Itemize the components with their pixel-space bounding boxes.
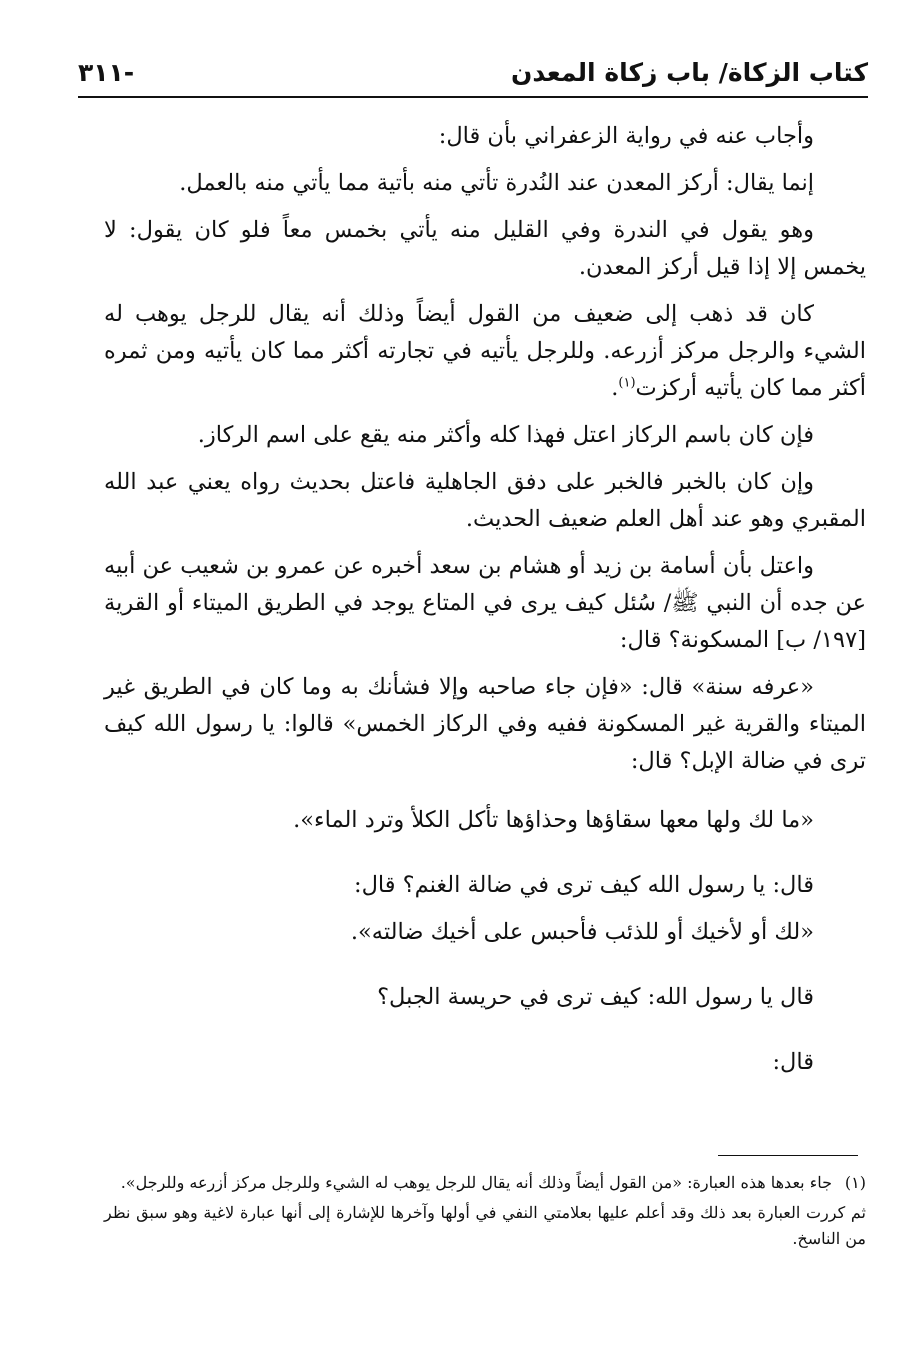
- paragraph-12: قال يا رسول الله: كيف ترى في حريسة الجبل؟: [377, 984, 814, 1010]
- spacer: [104, 961, 866, 979]
- footnote-reference: (١): [618, 375, 636, 391]
- paragraph-8: «عرفه سنة» قال: «فإن جاء صاحبه وإلا فشأنك به وما كان في الطريق غير الميتاء والقرية غير المسكونة ففيه وفي الركاز الخمس» قالوا: يا رسول الله كيف ترى في ضالة الإبل؟ قال:: [104, 674, 866, 774]
- paragraph-13: قال:: [772, 1049, 814, 1075]
- chapter-title: كتاب الزكاة/ باب زكاة المعدن: [511, 58, 868, 87]
- paragraph-11: «لك أو لأخيك أو للذئب فأحبس على أخيك ضالته».: [350, 919, 814, 945]
- paragraph-4: كان قد ذهب إلى ضعيف من القول أيضاً وذلك أنه يقال للرجل يوهب له الشيء والرجل مركز أزرعه. وللرجل يأتيه في تجارته أكثر مما كان يأتيه ومن ثمره أكثر مما كان يأتيه أركزت$^{(١)}$.: [104, 301, 866, 401]
- footnote-separator: [718, 1155, 858, 1156]
- main-text: [104, 118, 866, 1091]
- footnote-1: [104, 1170, 866, 1196]
- paragraph-3: وهو يقول في الندرة وفي القليل منه يأتي بخمس معاً فلو كان يقول: لا يخمس إلا إذا قيل أركز المعدن.: [104, 217, 866, 280]
- paragraph-1: وأجاب عنه في رواية الزعفراني بأن قال:: [438, 123, 814, 149]
- running-header: [78, 52, 868, 98]
- footnote-1-text: جاء بعدها هذه العبارة: «من القول أيضاً وذلك أنه يقال للرجل يوهب له الشيء وللرجل مركز أزرعه وللرجل».: [120, 1173, 832, 1192]
- paragraph-5: فإن كان باسم الركاز اعتل فهذا كله وأكثر منه يقع على اسم الركاز.: [197, 422, 814, 448]
- paragraph-9: «ما لك ولها معها سقاؤها وحذاؤها تأكل الكلأ وترد الماء».: [293, 807, 814, 833]
- paragraph-7: واعتل بأن أسامة بن زيد أو هشام بن سعد أخبره عن عمرو بن شعيب عن أبيه عن جده أن النبي ﷺ/ سُئل كيف يرى في المتاع يوجد في الطريق الميتاء أو القرية [١٩٧/ ب] المسكونة؟ قال:: [104, 553, 866, 653]
- header-rule: [78, 96, 868, 98]
- footnote-1-continued: ثم كررت العبارة بعد ذلك وقد أعلم عليها بعلامتي النفي في أولها وآخرها للإشارة إلى أنها عبارة لاغية وهو سبق نظر من الناسخ.: [104, 1203, 866, 1248]
- paragraph-10: قال: يا رسول الله كيف ترى في ضالة الغنم؟ قال:: [353, 872, 814, 898]
- paragraph-2: إنما يقال: أركز المعدن عند النُدرة تأتي منه بأتية مما يأتي منه بالعمل.: [179, 170, 814, 196]
- spacer: [104, 1026, 866, 1044]
- paragraph-6: وإن كان بالخبر فالخبر على دفق الجاهلية فاعتل بحديث رواه يعني عبد الله المقبري وهو عند أهل العلم ضعيف الحديث.: [104, 469, 866, 532]
- spacer: [104, 790, 866, 802]
- page-number: -٣١١: [78, 58, 135, 87]
- paragraph-4-text: كان قد ذهب إلى ضعيف من القول أيضاً وذلك أنه يقال للرجل يوهب له الشيء والرجل مركز أزرعه. وللرجل يأتيه في تجارته أكثر مما كان يأتيه ومن ثمره أكثر مما كان يأتيه أركزت: [104, 301, 866, 401]
- footnote-number: (١): [844, 1173, 866, 1192]
- footnotes: [104, 1170, 866, 1256]
- spacer: [104, 849, 866, 867]
